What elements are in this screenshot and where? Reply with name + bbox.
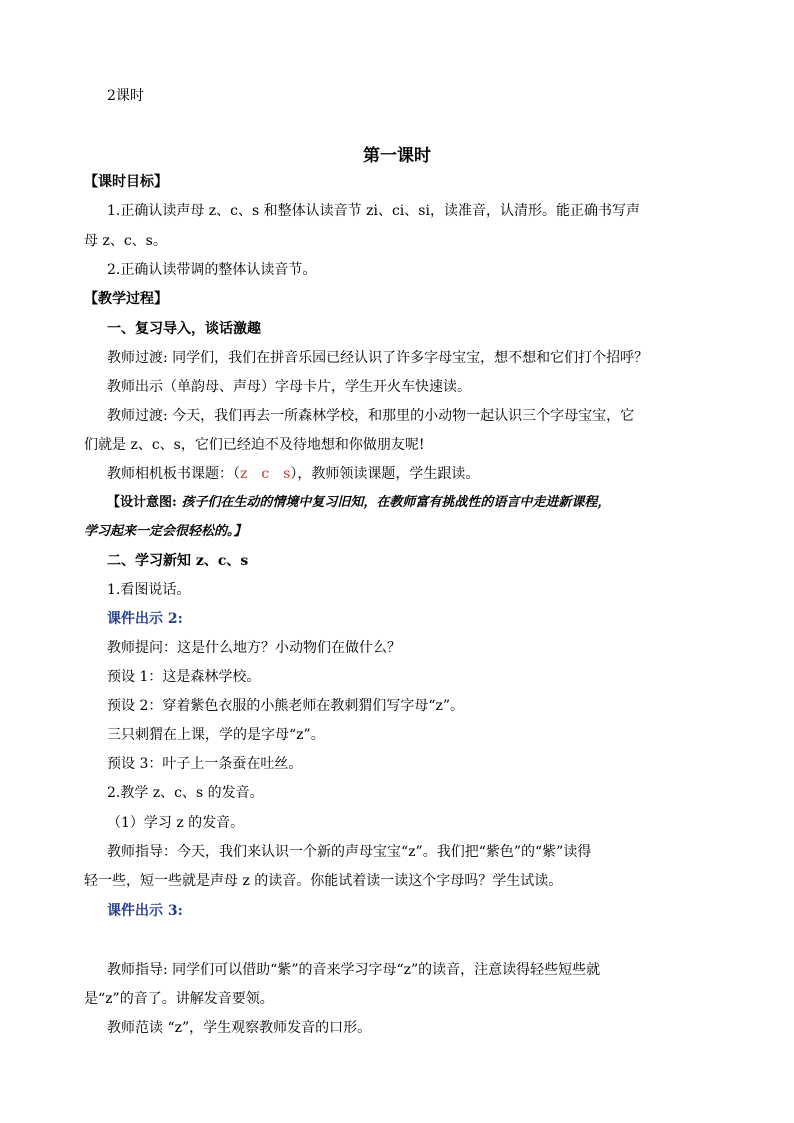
part2-more-6: 2.教学 z、c、s 的发音。 (107, 785, 264, 801)
courseware-3-label: 课件出示 3: (107, 903, 183, 919)
part1-line-3: 教师过渡: 今天，我们再去一所森林学校，和那里的小动物一起认识三个字母宝宝，它 (107, 408, 635, 424)
design-label: 【设计意图: (107, 495, 177, 510)
goal-line-1: 1.正确认读声母 z、c、s 和整体认读音节 zi、ci、si，读准音，认清形。能正确书写声 (107, 203, 640, 219)
part3-line-3: 教师范读 “z”，学生观察教师发音的口形。 (107, 1020, 372, 1036)
part2-line-1: 1.看图说话。 (107, 582, 191, 598)
design-intent-line-1 (107, 493, 610, 513)
header-line: 2课时 (107, 88, 144, 104)
design-text-1: 孩子们在生动的情境中复习旧知，在教师富有挑战性的语言中走进新课程， (176, 495, 611, 510)
part2-more-9: 轻一些，短一些就是声母 z 的读音。你能试着读一读这个字母吗？学生试读。 (84, 873, 563, 889)
board-suffix: ），教师领读课题，学生跟读。 (290, 466, 480, 482)
design-intent-line-2: 学习起来一定会很轻松的。】 (84, 524, 247, 539)
part1-line-4: 们就是 z、c、s，它们已经迫不及待地想和你做朋友呢! (84, 437, 425, 453)
part3-line-2: 是“z”的音了。讲解发音要领。 (84, 991, 274, 1007)
goal-line-2: 母 z、c、s。 (84, 233, 167, 249)
part2-more-8: 教师指导：今天，我们来认识一个新的声母宝宝“z”。我们把“紫色”的“紫”读得 (107, 844, 592, 860)
courseware-2-label: 课件出示 2: (107, 611, 183, 627)
process-heading: 【教学过程】 (84, 291, 168, 307)
part2-more-1: 教师提问：这是什么地方？小动物们在做什么？ (107, 640, 401, 656)
part3-line-1: 教师指导: 同学们可以借助“紫”的音来学习字母“z”的读音，注意读得轻些短些就 (107, 962, 601, 978)
part2-more-7: （1）学习 z 的发音。 (107, 815, 245, 831)
lesson-title: 第一课时 (363, 146, 431, 166)
part2-more-3: 预设 2：穿着紫色衣服的小熊老师在教刺猬们写字母“z”。 (107, 698, 465, 714)
goal-heading: 【课时目标】 (84, 174, 168, 190)
board-line (107, 464, 479, 484)
part1-line-2: 教师出示（单韵母、声母）字母卡片，学生开火车快速读。 (107, 379, 471, 395)
part2-more-2: 预设 1：这是森林学校。 (107, 669, 261, 685)
part2-more-4: 三只刺猬在上课，学的是字母“z”。 (107, 727, 325, 743)
part2-heading: 二、学习新知 z、c、s (107, 553, 249, 569)
goal-line-3: 2.正确认读带调的整体认读音节。 (107, 262, 317, 278)
board-letters: z c s (240, 466, 291, 482)
board-prefix: 教师相机板书课题：（ (107, 466, 240, 482)
part2-more-5: 预设 3：叶子上一条蚕在吐丝。 (107, 756, 303, 772)
part1-line-1: 教师过渡: 同学们，我们在拼音乐园已经认识了许多字母宝宝，想不想和它们打个招呼？ (107, 350, 649, 366)
part1-heading: 一、复习导入，谈话激趣 (107, 321, 261, 337)
